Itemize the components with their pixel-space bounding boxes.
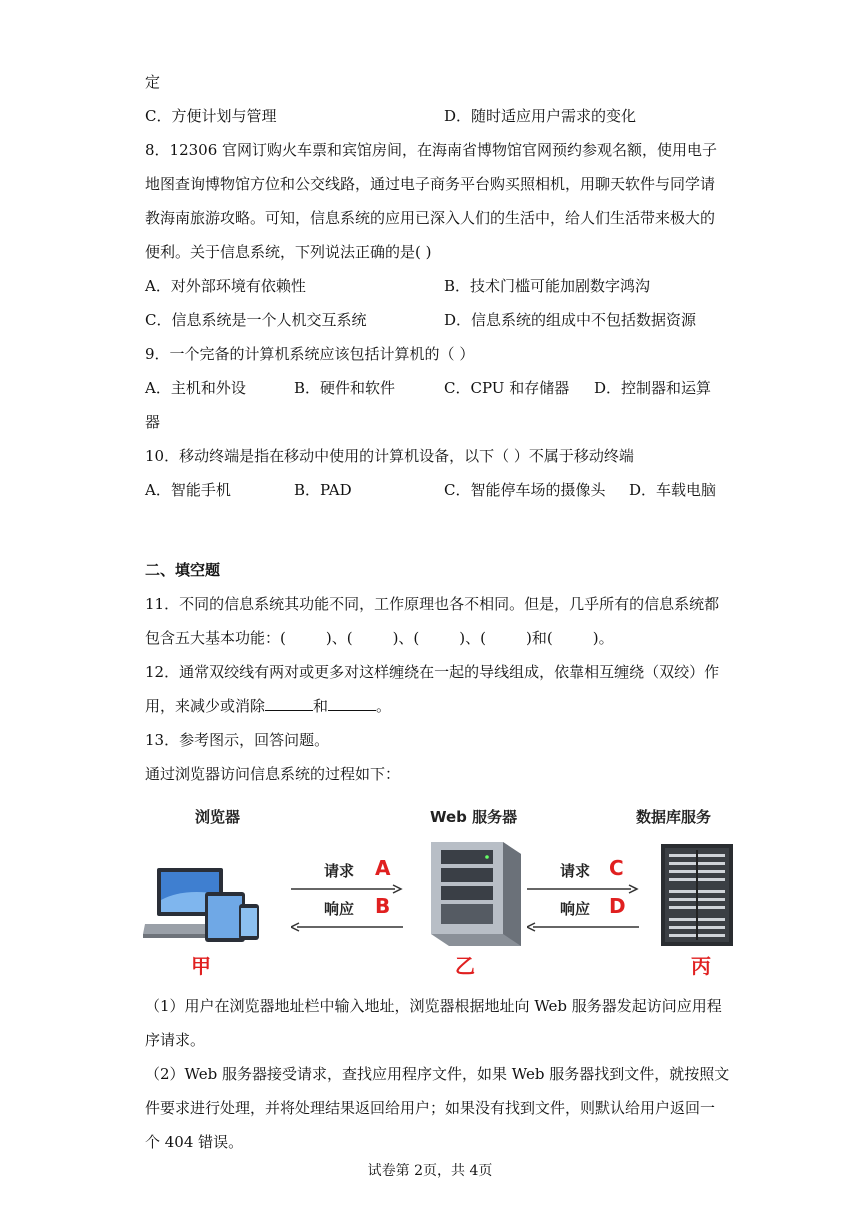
q9-option-b: B．硬件和软件 [294, 379, 396, 397]
label-bing: 丙 [691, 954, 711, 978]
browser-label: 浏览器 [195, 808, 241, 826]
q12-blank-2[interactable] [328, 696, 376, 711]
response-label-2: 响应 [560, 900, 591, 918]
q8-option-d: D．信息系统的组成中不包括数据资源 [444, 311, 697, 329]
response-label-1: 响应 [324, 900, 355, 918]
q11-end: )。 [592, 629, 614, 647]
q11-stem-line1: 11．不同的信息系统其功能不同，工作原理也各不相同。但是，几乎所有的信息系统都 [145, 595, 720, 613]
q11-prefix: 包含五大基本功能：( [145, 629, 286, 647]
q8-option-b: B．技术门槛可能加剧数字鸿沟 [444, 277, 651, 295]
q8-stem-line1: 8．12306 官网订购火车票和宾馆房间，在海南省博物馆官网预约参观名额，使用电子 [145, 141, 718, 159]
arrow-left-icon [527, 922, 639, 932]
q9-option-d-wrap: 器 [145, 413, 161, 431]
db-server-label: 数据库服务 [636, 808, 712, 826]
step2-line2: 件要求进行处理，并将处理结果返回给用户；如果没有找到文件，则默认给用户返回一 [145, 1099, 716, 1117]
q10-option-a: A．智能手机 [145, 481, 231, 499]
label-C: C [609, 856, 624, 880]
page-footer: 试卷第 2页，共 4页 [367, 1163, 493, 1179]
web-server-icon [411, 836, 531, 952]
database-server-icon [653, 840, 743, 950]
request-label-1: 请求 [324, 862, 355, 880]
q8-stem-line2: 地图查询博物馆方位和公交线路，通过电子商务平台购买照相机，用聊天软件与同学请 [145, 175, 716, 193]
q8-stem-line4: 便利。关于信息系统，下列说法正确的是( ) [145, 243, 432, 261]
q12-end: 。 [376, 697, 392, 715]
q11-sep-4: )和( [526, 629, 553, 647]
q9-option-c: C．CPU 和存储器 [444, 379, 570, 397]
label-yi: 乙 [455, 954, 475, 978]
q13-stem: 13．参考图示，回答问题。 [145, 731, 330, 749]
section-heading: 二、填空题 [145, 561, 221, 579]
q12-stem-line1: 12．通常双绞线有两对或更多对这样缠绕在一起的导线组成，依靠相互缠绕（双绞）作 [145, 663, 720, 681]
label-D: D [609, 894, 626, 918]
q10-option-c: C．智能停车场的摄像头 [444, 481, 606, 499]
q8-stem-line3: 教海南旅游攻略。可知，信息系统的应用已深入人们的生活中，给人们生活带来极大的 [145, 209, 716, 227]
q12-blank-1[interactable] [265, 696, 313, 711]
q9-stem: 9．一个完备的计算机系统应该包括计算机的（ ） [145, 345, 475, 363]
q12-and: 和 [313, 697, 329, 715]
q10-option-b: B．PAD [294, 481, 352, 499]
step1-line1: （1）用户在浏览器地址栏中输入地址，浏览器根据地址向 Web 服务器发起访问应用程 [145, 997, 722, 1015]
q8-option-a: A．对外部环境有依赖性 [145, 277, 306, 295]
q10-option-d: D．车载电脑 [629, 481, 717, 499]
laptop-devices-icon [143, 864, 263, 956]
q11-sep-3: )、( [459, 629, 487, 647]
step2-line3: 个 404 错误。 [145, 1133, 244, 1151]
q12-stem-line2 [145, 696, 391, 716]
q10-stem: 10．移动终端是指在移动中使用的计算机设备，以下（ ）不属于移动终端 [145, 447, 634, 465]
step2-line1: （2）Web 服务器接受请求，查找应用程序文件，如果 Web 服务器找到文件，就按照文 [145, 1065, 730, 1083]
request-label-2: 请求 [560, 862, 591, 880]
q7-option-d: D．随时适应用户需求的变化 [444, 107, 637, 125]
step1-line2: 序请求。 [145, 1031, 206, 1049]
label-A: A [375, 856, 391, 880]
q9-option-a: A．主机和外设 [145, 379, 246, 397]
arrow-right-icon [291, 884, 403, 894]
q7-option-c: C．方便计划与管理 [145, 107, 277, 125]
label-jia: 甲 [191, 954, 211, 978]
q8-option-c: C．信息系统是一个人机交互系统 [145, 311, 367, 329]
label-B: B [375, 894, 391, 918]
web-server-label: Web 服务器 [430, 808, 518, 826]
q13-intro: 通过浏览器访问信息系统的过程如下： [145, 765, 401, 783]
browser-server-diagram [143, 796, 743, 980]
arrow-left-icon [291, 922, 403, 932]
q11-sep-1: )、( [325, 629, 353, 647]
q9-option-d: D．控制器和运算 [594, 379, 712, 397]
q11-sep-2: )、( [392, 629, 420, 647]
q11-stem-line2 [145, 628, 614, 648]
arrow-right-icon [527, 884, 639, 894]
q7-continuation: 定 [145, 73, 161, 91]
q12-prefix: 用，来减少或消除 [145, 697, 266, 715]
